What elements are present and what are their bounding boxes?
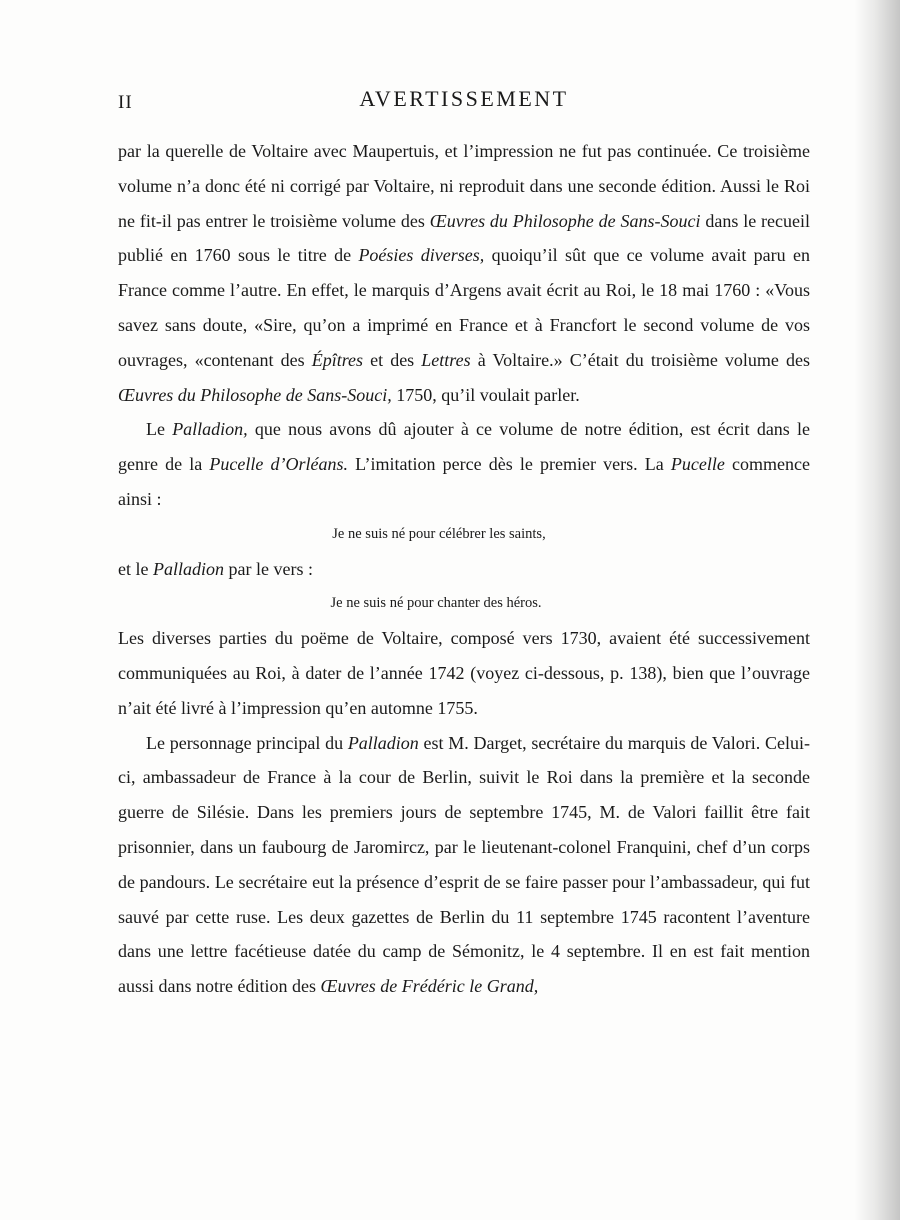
paragraph-2-text-4: commence ainsi :: [118, 454, 810, 509]
paragraph-2-italic-2: Pucelle d’Orléans.: [209, 454, 349, 475]
paragraph-2-text-3: L’imitation perce dès le premier vers. La: [348, 454, 671, 475]
paragraph-2-italic-3: Pucelle: [670, 454, 725, 475]
paragraph-5: [118, 726, 810, 1004]
paragraph-1: [118, 134, 810, 412]
paragraph-5-text-1: Le personnage principal du: [146, 732, 348, 753]
page-number: II: [118, 92, 133, 113]
verse-quote-1: Je ne suis né pour célébrer les saints,: [332, 525, 546, 542]
paragraph-5-italic-2: Œuvres de Frédéric le Grand,: [320, 976, 539, 997]
paragraph-1-text-5: à Voltaire.» C’était du troisième volume des: [470, 349, 810, 370]
paragraph-1-italic-3: Épîtres: [311, 349, 364, 370]
paragraph-1-text-1: par la querelle de Voltaire avec Maupertuis, et l’impression ne fut pas continuée. Ce troisième volume n’a donc été ni corrigé par Voltaire, ni reproduit dans une seconde édition. Aussi le Roi ne fit-il pas entrer le troisième volume des: [118, 141, 810, 231]
paragraph-1-text-6: 1750, qu’il voulait parler.: [391, 384, 580, 405]
paragraph-5-text-2: est M. Darget, secrétaire du marquis de Valori. Celui-ci, ambassadeur de France à la cour de Berlin, suivit le Roi dans la première et la seconde guerre de Silésie. Dans les premiers jours de septembre 1745, M. de Valori faillit être fait prisonnier, dans un faubourg de Jaromircz, par le lieutenant-colonel Franquini, chef d’un corps de pandours. Le secrétaire eut la présence d’esprit de se faire passer pour l’ambassadeur, qui fut sauvé par cette ruse. Les deux gazettes de Berlin du 11 septembre 1745 racontent l’aventure dans une lettre facétieuse datée du camp de Sémonitz, le 4 septembre. Il en est fait mention aussi dans notre édition des: [118, 732, 810, 997]
paragraph-2: [118, 412, 810, 516]
paragraph-1-italic-1: Œuvres du Philosophe de Sans-Souci: [429, 210, 701, 231]
running-head: [118, 86, 810, 116]
paragraph-1-italic-4: Lettres: [421, 349, 471, 370]
paragraph-2-text-2: que nous avons dû ajouter à ce volume de notre édition, est écrit dans le genre de la: [118, 419, 811, 475]
body-text: [118, 134, 810, 1004]
paragraph-1-text-3: quoiqu’il sût que ce volume avait paru en France comme l’autre. En effet, le marquis d’Argens avait écrit au Roi, le 18 mai 1760 : «Vous savez sans doute, «Sire, qu’on a imprimé en France et à Francfort le second volume de vos ouvrages, «contenant des: [118, 245, 811, 370]
paragraph-3-text-2: par le vers :: [223, 558, 313, 579]
paragraph-3-italic-1: Palladion: [152, 558, 224, 579]
paragraph-2-italic-1: Palladion,: [172, 419, 248, 440]
verse-quote-2: Je ne suis né pour chanter des héros.: [330, 595, 542, 612]
paragraph-4: Les diverses parties du poëme de Voltaire, composé vers 1730, avaient été successivement communiquées au Roi, à dater de l’année 1742 (voyez ci-dessous, p. 138), bien que l’ouvrage n’ait été livré à l’impression qu’en automne 1755.: [118, 628, 810, 718]
paragraph-1-italic-5: Œuvres du Philosophe de Sans-Souci,: [118, 384, 392, 405]
paragraph-5-italic-1: Palladion: [347, 732, 419, 753]
paragraph-1-text-2: dans le recueil publié en 1760 sous le titre de: [118, 210, 811, 266]
paragraph-3-text-1: et le: [118, 558, 153, 579]
paragraph-1-text-4: et des: [363, 349, 422, 370]
page-title: AVERTISSEMENT: [359, 86, 569, 111]
paragraph-1-italic-2: Poésies diverses,: [358, 245, 485, 266]
paragraph-2-text-1: Le: [146, 419, 173, 440]
page-gutter-shadow: [854, 0, 900, 1220]
paragraph-3: [118, 552, 810, 587]
